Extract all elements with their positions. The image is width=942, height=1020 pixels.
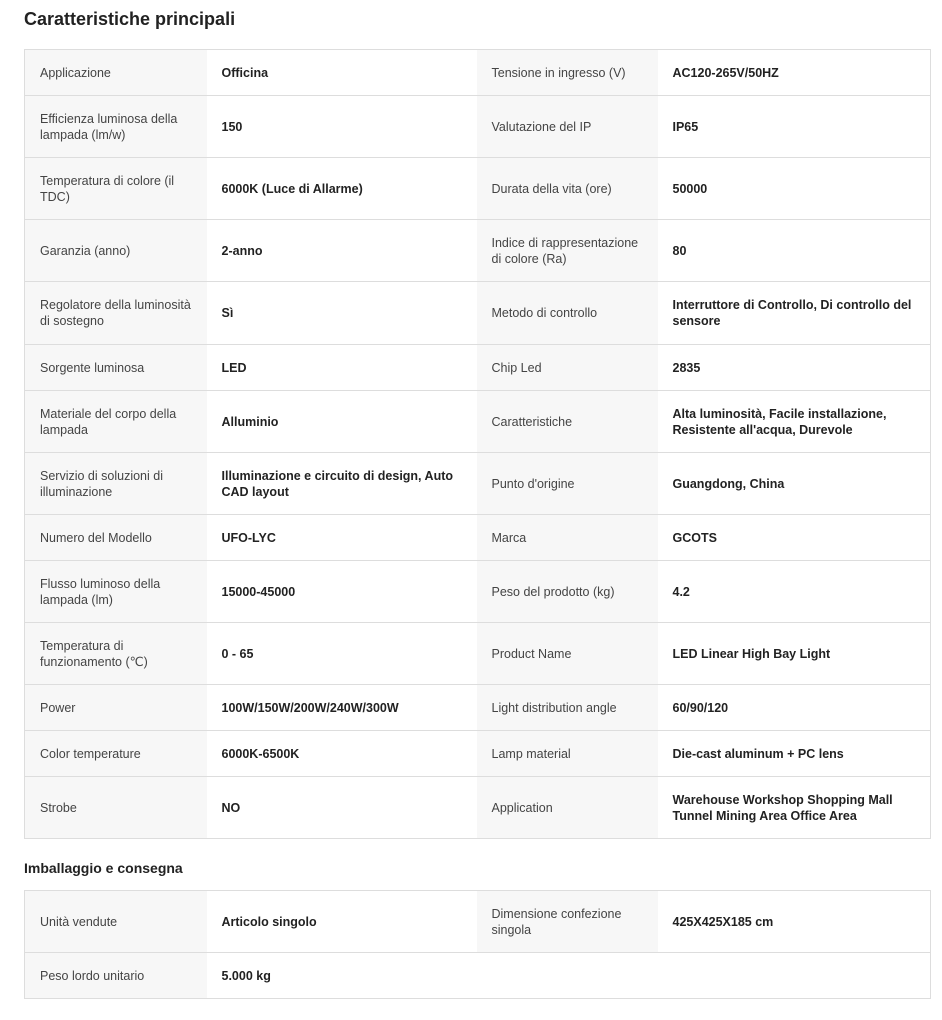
attribute-label: Applicazione (25, 50, 207, 96)
main-features-table (24, 49, 931, 839)
attribute-value: Die-cast aluminum + PC lens (658, 731, 931, 777)
attribute-label: Garanzia (anno) (25, 220, 207, 282)
attribute-value: 15000-45000 (207, 561, 477, 623)
table-row (25, 391, 931, 453)
attribute-label: Unità vendute (25, 891, 207, 953)
table-row (25, 731, 931, 777)
table-row (25, 561, 931, 623)
attribute-value: 2835 (658, 345, 931, 391)
attribute-label: Color temperature (25, 731, 207, 777)
table-row (25, 953, 931, 999)
table-row (25, 891, 931, 953)
attribute-label: Lamp material (477, 731, 658, 777)
empty-cell (477, 953, 931, 999)
table-row (25, 220, 931, 282)
attribute-value: 6000K (Luce di Allarme) (207, 158, 477, 220)
attribute-value: Illuminazione e circuito di design, Auto CAD layout (207, 453, 477, 515)
attribute-value: Officina (207, 50, 477, 96)
attribute-value: LED Linear High Bay Light (658, 623, 931, 685)
attribute-value: Warehouse Workshop Shopping Mall Tunnel Mining Area Office Area (658, 777, 931, 839)
attribute-value: Articolo singolo (207, 891, 477, 953)
attribute-label: Flusso luminoso della lampada (lm) (25, 561, 207, 623)
attribute-label: Dimensione confezione singola (477, 891, 658, 953)
attribute-label: Indice di rappresentazione di colore (Ra) (477, 220, 658, 282)
section-title-main-features: Caratteristiche principali (24, 9, 236, 29)
attribute-label: Sorgente luminosa (25, 345, 207, 391)
attribute-value: 0 - 65 (207, 623, 477, 685)
attribute-label: Durata della vita (ore) (477, 158, 658, 220)
attribute-value: 100W/150W/200W/240W/300W (207, 685, 477, 731)
table-row (25, 515, 931, 561)
attribute-label: Light distribution angle (477, 685, 658, 731)
attribute-value: 80 (658, 220, 931, 282)
attribute-value: Guangdong, China (658, 453, 931, 515)
attribute-value: 2-anno (207, 220, 477, 282)
table-row (25, 96, 931, 158)
table-row (25, 282, 931, 345)
table-row (25, 623, 931, 685)
table-row (25, 453, 931, 515)
attribute-label: Efficienza luminosa della lampada (lm/w) (25, 96, 207, 158)
attribute-label: Application (477, 777, 658, 839)
attribute-label: Peso del prodotto (kg) (477, 561, 658, 623)
table-row (25, 158, 931, 220)
attribute-value: 5.000 kg (207, 953, 477, 999)
table-row (25, 345, 931, 391)
attribute-label: Peso lordo unitario (25, 953, 207, 999)
attribute-value: 4.2 (658, 561, 931, 623)
attribute-value: 60/90/120 (658, 685, 931, 731)
attribute-value: NO (207, 777, 477, 839)
attribute-value: 6000K-6500K (207, 731, 477, 777)
attribute-label: Valutazione del IP (477, 96, 658, 158)
table-row (25, 50, 931, 96)
attribute-value: Alluminio (207, 391, 477, 453)
attribute-value: IP65 (658, 96, 931, 158)
attribute-label: Servizio di soluzioni di illuminazione (25, 453, 207, 515)
attribute-value: 150 (207, 96, 477, 158)
attribute-label: Chip Led (477, 345, 658, 391)
table-row (25, 777, 931, 839)
attribute-label: Product Name (477, 623, 658, 685)
packaging-table (24, 890, 931, 999)
attribute-label: Power (25, 685, 207, 731)
attribute-label: Strobe (25, 777, 207, 839)
attribute-label: Metodo di controllo (477, 282, 658, 345)
attribute-label: Numero del Modello (25, 515, 207, 561)
attribute-value: 425X425X185 cm (658, 891, 931, 953)
attribute-value: Sì (207, 282, 477, 345)
attribute-label: Regolatore della luminosità di sostegno (25, 282, 207, 345)
attribute-value: Alta luminosità, Facile installazione, Resistente all'acqua, Durevole (658, 391, 931, 453)
attribute-label: Tensione in ingresso (V) (477, 50, 658, 96)
attribute-label: Materiale del corpo della lampada (25, 391, 207, 453)
attribute-label: Caratteristiche (477, 391, 658, 453)
attribute-value: AC120-265V/50HZ (658, 50, 931, 96)
attribute-label: Punto d'origine (477, 453, 658, 515)
attribute-value: GCOTS (658, 515, 931, 561)
attribute-label: Marca (477, 515, 658, 561)
attribute-value: UFO-LYC (207, 515, 477, 561)
attribute-value: LED (207, 345, 477, 391)
attribute-label: Temperatura di funzionamento (℃) (25, 623, 207, 685)
table-row (25, 685, 931, 731)
attribute-value: Interruttore di Controllo, Di controllo del sensore (658, 282, 931, 345)
section-title-packaging: Imballaggio e consegna (24, 860, 183, 876)
attribute-value: 50000 (658, 158, 931, 220)
attribute-label: Temperatura di colore (il TDC) (25, 158, 207, 220)
